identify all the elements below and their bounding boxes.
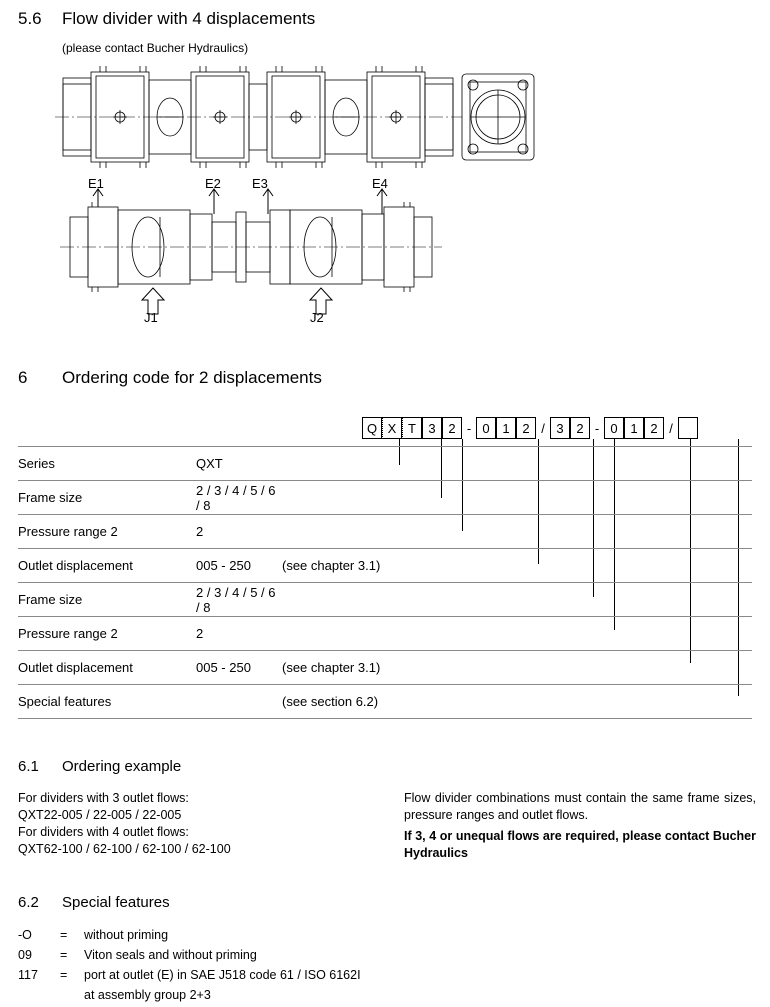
label-outlet-e3: E3 xyxy=(252,176,268,191)
section-title: Ordering code for 2 displacements xyxy=(62,368,322,387)
code-box-5[interactable]: 0 xyxy=(476,417,496,439)
feature-text: without priming xyxy=(84,928,169,942)
code-box-6[interactable]: 1 xyxy=(496,417,516,439)
ordering-code-boxes xyxy=(362,417,698,439)
row-note: (see chapter 3.1) xyxy=(282,651,752,685)
example-line-2: QXT22-005 / 22-005 / 22-005 xyxy=(18,808,182,822)
code-separator-2: - xyxy=(594,420,600,436)
row-note xyxy=(282,481,752,515)
row-value: 005 - 250 xyxy=(196,651,282,685)
section-heading-5-6 xyxy=(18,9,315,29)
list-item xyxy=(18,945,361,965)
section-number: 6.2 xyxy=(18,894,39,911)
label-inlet-j1: J1 xyxy=(144,310,158,325)
section-title: Special features xyxy=(62,894,170,911)
row-label: Frame size xyxy=(18,583,196,617)
row-note: (see chapter 3.1) xyxy=(282,549,752,583)
feature-subtext: at assembly group 2+3 xyxy=(84,988,211,1002)
example-line-4: QXT62-100 / 62-100 / 62-100 / 62-100 xyxy=(18,842,231,856)
code-box-12[interactable]: 2 xyxy=(644,417,664,439)
section-title: Ordering example xyxy=(62,758,182,775)
feature-equals: = xyxy=(60,928,68,942)
table-row xyxy=(18,515,752,549)
section-number: 6 xyxy=(18,368,28,387)
example-line-3: For dividers with 4 outlet flows: xyxy=(18,825,189,839)
ordering-example-left xyxy=(18,790,231,858)
row-value xyxy=(196,685,282,719)
code-box-11[interactable]: 1 xyxy=(624,417,644,439)
feature-equals: = xyxy=(60,948,68,962)
section-heading-6 xyxy=(18,368,322,388)
code-box-8[interactable]: 3 xyxy=(550,417,570,439)
feature-text: port at outlet (E) in SAE J518 code 61 / ISO 6162I xyxy=(84,968,361,982)
section-title: Flow divider with 4 displacements xyxy=(62,9,316,28)
list-item xyxy=(18,965,361,985)
section-5-6-note: (please contact Bucher Hydraulics) xyxy=(62,41,249,55)
table-row xyxy=(18,685,752,719)
code-separator-0: - xyxy=(466,420,472,436)
row-note xyxy=(282,583,752,617)
row-label: Outlet displacement xyxy=(18,549,196,583)
feature-code: 117 xyxy=(18,968,38,982)
code-separator-3: / xyxy=(669,420,673,436)
code-box-7[interactable]: 2 xyxy=(516,417,536,439)
code-box-0[interactable]: Q xyxy=(362,417,382,439)
example-note-paragraph: Flow divider combinations must contain the same frame sizes, pressure ranges and outlet flows. xyxy=(404,791,756,822)
section-heading-6-1 xyxy=(18,758,181,775)
ordering-code-table xyxy=(18,446,752,719)
label-inlet-j2: J2 xyxy=(310,310,324,325)
section-heading-6-2 xyxy=(18,894,170,911)
section-number: 6.1 xyxy=(18,758,39,775)
list-item xyxy=(18,925,361,945)
row-value: 2 / 3 / 4 / 5 / 6 / 8 xyxy=(196,583,282,617)
row-label: Pressure range 2 xyxy=(18,515,196,549)
flow-divider-drawing xyxy=(0,62,770,342)
label-outlet-e4: E4 xyxy=(372,176,388,191)
label-outlet-e1: E1 xyxy=(88,176,104,191)
row-note: (see section 6.2) xyxy=(282,685,752,719)
row-note xyxy=(282,447,752,481)
feature-equals: = xyxy=(60,968,68,982)
example-note-bold: If 3, 4 or unequal flows are required, please contact Bucher Hydraulics xyxy=(404,829,756,860)
row-value: 2 xyxy=(196,617,282,651)
code-box-3[interactable]: 3 xyxy=(422,417,442,439)
feature-code: -O xyxy=(18,928,32,942)
row-note xyxy=(282,515,752,549)
code-box-9[interactable]: 2 xyxy=(570,417,590,439)
example-line-1: For dividers with 3 outlet flows: xyxy=(18,791,189,805)
row-label: Outlet displacement xyxy=(18,651,196,685)
row-value: 2 / 3 / 4 / 5 / 6 / 8 xyxy=(196,481,282,515)
row-label: Frame size xyxy=(18,481,196,515)
feature-code: 09 xyxy=(18,948,32,962)
code-box-4[interactable]: 2 xyxy=(442,417,462,439)
label-outlet-e2: E2 xyxy=(205,176,221,191)
row-value: 005 - 250 xyxy=(196,549,282,583)
section-number: 5.6 xyxy=(18,9,42,28)
feature-text: Viton seals and without priming xyxy=(84,948,257,962)
code-box-2[interactable]: T xyxy=(402,417,422,439)
code-box-13[interactable] xyxy=(678,417,698,439)
row-value: QXT xyxy=(196,447,282,481)
row-label: Series xyxy=(18,447,196,481)
row-label: Special features xyxy=(18,685,196,719)
row-note xyxy=(282,617,752,651)
table-row xyxy=(18,583,752,617)
row-label: Pressure range 2 xyxy=(18,617,196,651)
code-box-1[interactable]: X xyxy=(382,417,402,439)
table-row xyxy=(18,481,752,515)
ordering-example-right xyxy=(404,790,756,862)
table-row xyxy=(18,617,752,651)
special-features-list xyxy=(18,925,361,1005)
code-box-10[interactable]: 0 xyxy=(604,417,624,439)
row-value: 2 xyxy=(196,515,282,549)
code-separator-1: / xyxy=(541,420,545,436)
table-row xyxy=(18,651,752,685)
table-row xyxy=(18,447,752,481)
table-row xyxy=(18,549,752,583)
